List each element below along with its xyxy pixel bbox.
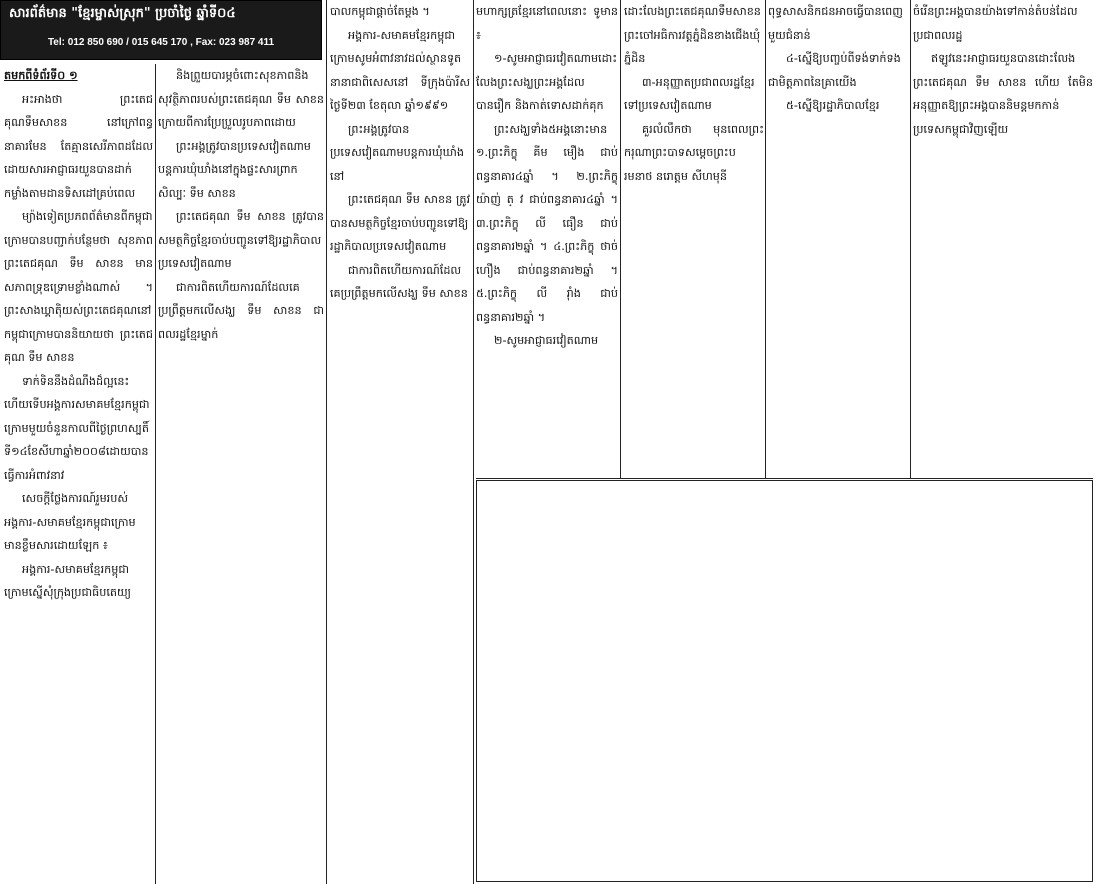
article-column-7 bbox=[913, 0, 1093, 478]
paragraph: ១.ព្រះភិក្ខុ គីម មឿង ជាប់ពន្ធនាគារ៤ឆ្នាំ ។ ២.ព្រះភិក្ខុ យ៉ាញ់ ត្ វ ជាប់ពន្ធនាគារ៤ឆ្នាំ ។ ៣.ព្រះភិក្ខុ លី ធឿន ជាប់ពន្ធនាគារ២ឆ្នាំ ។ ៤.ព្រះភិក្ខុ ថាច់ ហឿង ជាប់ពន្ធនាគារ២ឆ្នាំ ។ ៥.ព្រះភិក្ខុ លី រ៉ាំង ជាប់ពន្ធនាគារ២ឆ្នាំ ។ bbox=[476, 146, 618, 324]
paragraph: ដោះលែងព្រះតេជគុណទឹមសាខន ព្រះចៅអធិការវត្តភ្នំដិនខាងជើងឃុំភ្នំដិន bbox=[624, 5, 761, 65]
column-divider bbox=[910, 0, 911, 478]
article-column-5 bbox=[624, 0, 764, 478]
article-column-1 bbox=[0, 64, 153, 884]
article-column-4 bbox=[476, 0, 618, 478]
masthead-contact: Tel: 012 850 690 / 015 645 170 , Fax: 023 987 411 bbox=[47, 37, 275, 48]
paragraph: ចំរើនព្រះអង្គបានយ៉ាងទៅកាន់តំបន់ដែលប្រជាពលរដ្ឋ bbox=[913, 5, 1078, 42]
article-column-2 bbox=[158, 64, 324, 884]
paragraph: ទាក់ទិននឹងដំណឹងដ៏ល្អនេះ ហើយទើបអង្គការសមាគមខ្មែរកម្ពុជាក្រោមមួយចំនួនកាលពីថ្ងៃព្រហស្បតិ៍ ទី១៤ខែសីហាឆ្នាំ២០០៨ដោយបានធ្វើការអំពាវនាវ bbox=[4, 374, 150, 482]
paragraph: ព្រះអង្គត្រូវបានប្រទេសវៀតណាមបន្តការឃុំឃាំងនៅក្នុងផ្ទះសារព្រាកសិល្បៈ ទឹម សាខន bbox=[158, 139, 311, 200]
column-divider bbox=[473, 0, 474, 884]
section-divider bbox=[476, 478, 1093, 479]
paragraph: បាលកម្ពុជាផ្តាច់តែម្តង ។ bbox=[330, 5, 430, 18]
paragraph: ព្រះអង្គត្រូវបានប្រទេសវៀតណាមបន្តការឃុំឃាំងនៅ bbox=[330, 122, 464, 183]
paragraph: ៥-ស្នើឱ្យរដ្ឋាភិបាលខ្មែរ bbox=[786, 99, 880, 112]
empty-ad-space bbox=[476, 480, 1093, 882]
article-column-3 bbox=[330, 0, 470, 884]
column-divider bbox=[326, 0, 327, 884]
paragraph: ជាការពិតហើយការណ៍ដែលគេប្រព្រឹត្តមកលើសង្ឃ ទឹម សាខន bbox=[330, 263, 468, 300]
continued-from-label: តមកពីទំព័រទី០ ១ bbox=[4, 69, 78, 82]
paragraph: ៣-អនុញ្ញាតប្រជាពលរដ្ឋខ្មែរទៅប្រទេសវៀតណាម bbox=[624, 75, 755, 112]
masthead bbox=[0, 0, 322, 60]
paragraph: សេចក្តីថ្លែងការណ៍រួមរបស់អង្គការ-សមាគមខ្មែរកម្ពុជាក្រោមមានខ្លឹមសារដោយឡែក ៖ bbox=[4, 492, 136, 552]
paragraph: ព្រះសង្ឃទាំង៥អង្គនោះមាន bbox=[494, 122, 608, 136]
paragraph: ព្រះតេជគុណ ទឹម សាខន ត្រូវបានសមត្ថកិច្ចខ្មែរចាប់បញ្ជូនទៅឱ្យរដ្ឋាភិបាលប្រទេសវៀតណាម bbox=[158, 210, 324, 270]
article-column-6 bbox=[768, 0, 908, 478]
masthead-title: សារព័ត៌មាន "ខ្មែរម្ចាស់ស្រុក" ប្រចាំថ្ងៃ ឆ្នាំទី០៤ bbox=[9, 6, 236, 21]
paragraph: គួរលំលឹកថា មុនពេលព្រះករុណាព្រះបាទសម្តេចព្រះបរមនាថ នរោត្តម សីហមុនី bbox=[624, 122, 764, 183]
paragraph: ឥឡូវនេះអាជ្ញាធរយួនបានដោះលែងព្រះតេជគុណ ទឹម សាខន ហើយ តែមិនអនុញ្ញាតឱ្យព្រះអង្គបាននិមន្តមកកាន់ប្រទេសកម្ពុជាវិញឡើយ bbox=[913, 52, 1093, 136]
paragraph: ជាការពិតហើយការណ៍ដែលគេប្រព្រឹត្តមកលើសង្ឃ ទឹម សាខន ជាពលរដ្ឋខ្មែរម្នាក់ bbox=[158, 280, 324, 341]
column-divider bbox=[620, 0, 621, 478]
paragraph: ៤-ស្នើឱ្យបញ្ចប់ពីទង់ទាក់ទង ជាមិត្តភាពនៃគ្រាយើង bbox=[768, 52, 901, 89]
paragraph: និងព្រួយបារម្ភចំពោះសុខភាពនិងសុវត្ថិភាពរបស់ព្រះតេជគុណ ទឹម សាខន ក្រោយពីការប្រែប្រួលរូបភាពដោយ bbox=[158, 69, 324, 129]
paragraph: អង្គការ-សមាគមខ្មែរកម្ពុជាក្រោមសូមអំពាវនាវដល់ស្ថានទូតនានាជាពិសេសនៅ ទីក្រុងប៉ារីស ថ្ងៃទី២៣ ខែតុលា ឆ្នាំ១៩៩១ bbox=[330, 28, 470, 112]
paragraph: ២-សូមអាជ្ញាធរវៀតណាម bbox=[494, 334, 599, 347]
paragraph: ពុទ្ធសាសនិកជនអាចធ្វើបានពេញមួយជំនាន់ bbox=[768, 5, 903, 42]
paragraph: អះអាងថា ព្រះតេជគុណទឹមសាខន នៅក្រៅពន្ធនាគារមែន តែគ្មានសេរីភាពដដែល ដោយសារអាជ្ញាធរយួនបានដាក់កម្លាំងតាមដានទិសដៅគ្រប់ពេល bbox=[4, 92, 153, 200]
paragraph: មហាក្សត្រខ្មែរនៅពេលនោះ ទូមាន ៖ bbox=[476, 5, 618, 42]
column-divider bbox=[155, 64, 156, 884]
paragraph: ១-សូមអាជ្ញាធរវៀតណាមដោះលែងព្រះសង្ឃព្រះអង្គដែលបានរឿក និងកាត់ទោសដាក់គុក bbox=[476, 52, 618, 112]
paragraph: ព្រះតេជគុណ ទឹម សាខន ត្រូវបានសមត្ថកិច្ចខ្មែរចាប់បញ្ជូនទៅឱ្យរដ្ឋាភិបាលប្រទេសវៀតណាម bbox=[330, 193, 470, 253]
paragraph: អង្គការ-សមាគមខ្មែរកម្ពុជាក្រោមស្នើសុំក្រុងប្រជាធិបតេយ្យ bbox=[4, 562, 131, 599]
column-divider bbox=[765, 0, 766, 478]
paragraph: ម្យ៉ាងទៀតប្រភពព័ត៌មានពីកម្ពុជាក្រោមបានបញ្ជាក់បន្ថែមថា សុខភាពព្រះតេជគុណ ទឹម សាខន មានសភាពទ្រុឌទ្រោមខ្លាំងណាស់ ។ព្រះសាងឃ្គាតុិយស់ព្រះតេជគុណនៅកម្ពុជាក្រោមបាននិយាយថា ព្រះតេជគុណ ទឹម សាខន bbox=[4, 210, 153, 364]
